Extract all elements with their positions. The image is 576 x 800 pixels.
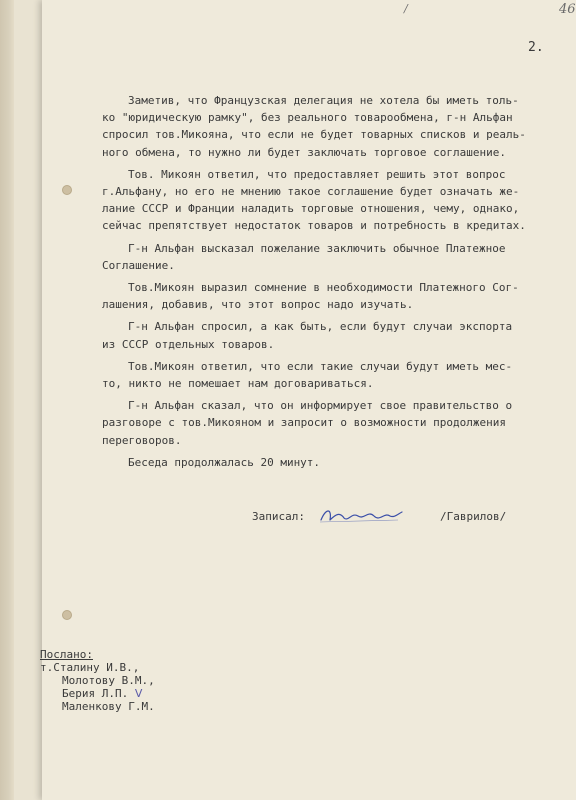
paragraph-line: Г-н Альфан спросил, а как быть, если будут случаи экспорта	[128, 320, 513, 334]
paragraph-line: Соглашение.	[102, 258, 175, 272]
body-paragraph	[102, 454, 576, 471]
paragraph-line: Тов.Микоян выразил сомнение в необходимости Платежного Сог-	[128, 281, 519, 295]
paragraph-line: Г-н Альфан сказал, что он информирует свое правительство о	[128, 399, 513, 413]
paragraph-line: лашения, добавив, что этот вопрос надо изучать.	[102, 298, 414, 312]
handwritten-signature	[318, 504, 404, 526]
archive-folio-number: 46	[559, 2, 576, 17]
paragraph-line: г.Альфану, но его не мнению такое соглашение будет означать же-	[102, 185, 520, 199]
punch-hole	[62, 610, 72, 620]
paragraph-line: Беседа продолжалась 20 минут.	[128, 455, 321, 469]
body-paragraph	[102, 397, 576, 449]
paragraph-line: лание СССР и Франции наладить торговые отношения, чему, однако,	[102, 202, 520, 216]
punch-hole	[62, 185, 72, 195]
document-body	[102, 92, 576, 476]
paragraph-line: Тов.Микоян ответил, что если такие случаи будут иметь мес-	[128, 359, 513, 373]
paragraph-line: переговоров.	[102, 433, 182, 447]
body-paragraph	[102, 92, 576, 161]
check-mark-icon: V	[134, 687, 143, 700]
signature-typed-name: /Гаврилов/	[440, 510, 507, 523]
distribution-recipient: Маленкову Г.М.	[62, 700, 155, 713]
body-paragraph	[102, 318, 576, 352]
paragraph-line: сейчас препятствует недостаток товаров и потребность в кредитах.	[102, 219, 526, 233]
signature-label: Записал:	[252, 510, 305, 523]
paragraph-line: Г-н Альфан высказал пожелание заключить обычное Платежное	[128, 241, 506, 255]
distribution-recipient-row	[40, 687, 155, 700]
top-pencil-mark: /	[404, 2, 408, 15]
paragraph-line: разговоре с тов.Микояном и запросит о возможности продолжения	[102, 416, 506, 430]
distribution-recipient: Молотову В.М.,	[62, 674, 155, 687]
binding-strip	[0, 0, 14, 800]
page-number: 2.	[528, 40, 544, 55]
paragraph-line: то, никто не помешает нам договариваться.	[102, 377, 374, 391]
paragraph-line: Тов. Микоян ответил, что предоставляет решить этот вопрос	[128, 167, 506, 181]
paragraph-line: спросил тов.Микояна, что если не будет товарных списков и реаль-	[102, 128, 526, 142]
body-paragraph	[102, 279, 576, 313]
body-paragraph	[102, 358, 576, 392]
paragraph-line: Заметив, что Французская делегация не хотела бы иметь толь-	[128, 94, 519, 107]
distribution-list	[40, 648, 155, 713]
distribution-recipient: т.Сталину И.В.,	[40, 661, 140, 674]
distribution-title: Послано:	[40, 648, 93, 661]
paragraph-line: ко "юридическую рамку", без реального товарообмена, г-н Альфан	[102, 111, 513, 125]
distribution-recipient: Берия Л.П.	[62, 687, 129, 700]
body-paragraph	[102, 240, 576, 274]
body-paragraph	[102, 166, 576, 235]
paragraph-line: ного обмена, то нужно ли будет заключать торговое соглашение.	[102, 145, 506, 159]
paragraph-line: из СССР отдельных товаров.	[102, 337, 275, 351]
